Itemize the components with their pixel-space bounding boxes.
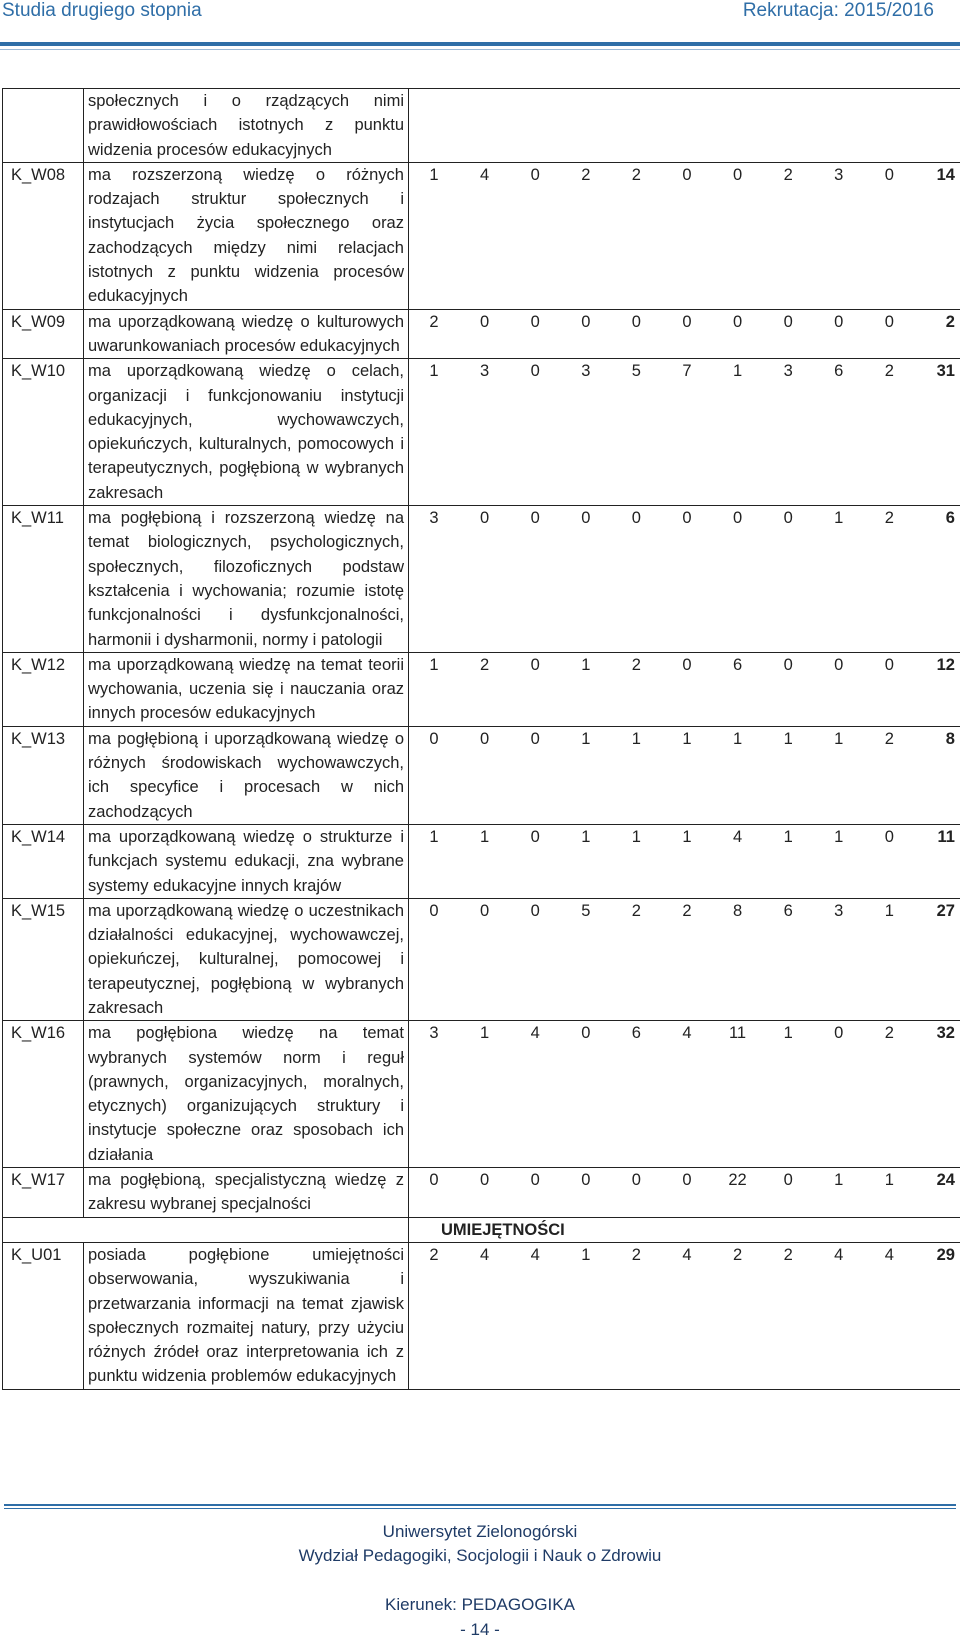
table-row <box>3 506 960 653</box>
footer-university: Uniwersytet Zielonogórski <box>382 1522 578 1541</box>
value-cell: 5 <box>581 901 591 920</box>
value-row <box>409 1168 960 1192</box>
value-cell: 0 <box>682 1171 692 1190</box>
value-cell: 1 <box>834 827 844 846</box>
table-row <box>3 726 960 824</box>
value-cell: 1 <box>581 729 591 748</box>
header-rule <box>0 42 960 46</box>
value-cell: 2 <box>480 655 490 674</box>
outcome-description: ma pogłębioną i uporządkowaną wiedzę o różnych środowiskach wychowawczych, ich specyfice i procesach w nich zachodzących <box>84 726 409 824</box>
value-cell: 1 <box>783 827 793 846</box>
outcome-description: ma uporządkowaną wiedzę o strukturze i funkcjach systemu edukacji, zna wybrane systemy edukacyjne innych krajów <box>84 824 409 898</box>
value-cell: 1 <box>732 362 743 381</box>
value-cell: 4 <box>682 1245 692 1264</box>
value-cell: 2 <box>783 165 793 184</box>
value-cell: 0 <box>530 312 540 331</box>
value-row <box>409 1021 960 1045</box>
value-cell: 3 <box>429 1024 439 1043</box>
section-spacer <box>3 1217 409 1242</box>
value-cell: 3 <box>429 509 439 528</box>
value-cell: 1 <box>581 655 591 674</box>
value-cell: 1 <box>429 655 439 674</box>
footer-direction: Kierunek: PEDAGOGIKA <box>385 1595 575 1614</box>
outcome-code: K_W10 <box>3 359 84 506</box>
value-cell: 0 <box>480 729 490 748</box>
table-row <box>3 359 960 506</box>
value-cell: 0 <box>581 509 591 528</box>
value-cell: 0 <box>530 901 540 920</box>
value-cell: 2 <box>682 901 692 920</box>
header-recruitment: Rekrutacja: 2015/2016 <box>742 0 934 21</box>
outcome-values <box>409 359 960 506</box>
value-cell: 1 <box>732 729 743 748</box>
value-cell: 0 <box>480 1171 490 1190</box>
value-cell: 0 <box>783 509 793 528</box>
value-cell: 0 <box>682 312 692 331</box>
page-number: - 14 - <box>460 1620 500 1639</box>
outcome-values <box>409 726 960 824</box>
value-cell: 4 <box>834 1245 844 1264</box>
outcome-code: K_W08 <box>3 162 84 309</box>
value-cell: 4 <box>530 1024 540 1043</box>
value-cell: 3 <box>480 362 490 381</box>
value-cell: 1 <box>682 729 692 748</box>
outcome-values <box>409 1242 960 1389</box>
outcome-description: ma pogłębioną i rozszerzoną wiedzę na temat biologicznych, psychologicznych, społecznych, filozoficznych podstaw kształcenia i wychowania; rozumie istotę funkcjonalności i dysfunkcjonalności, harmonii i dysharmonii, normy i patologii <box>84 506 409 653</box>
outcome-values <box>409 162 960 309</box>
value-cell: 1 <box>429 165 439 184</box>
value-cell: 0 <box>631 509 641 528</box>
outcome-description: ma uporządkowaną wiedzę na temat teorii wychowania, uczenia się i nauczania oraz innych procesów edukacyjnych <box>84 652 409 726</box>
table-row <box>3 898 960 1020</box>
value-cell: 2 <box>429 312 439 331</box>
value-cell: 2 <box>631 901 641 920</box>
value-cell: 0 <box>530 729 540 748</box>
outcome-values <box>409 824 960 898</box>
value-cell: 0 <box>834 312 844 331</box>
value-cell: 2 <box>884 729 894 748</box>
value-cell: 4 <box>530 1245 540 1264</box>
value-cell: 0 <box>732 165 743 184</box>
value-cell: 2 <box>884 362 894 381</box>
value-cell: 4 <box>732 827 743 846</box>
total-cell: 29 <box>936 1245 955 1264</box>
value-cell: 0 <box>682 509 692 528</box>
footer-rule <box>4 1504 956 1506</box>
section-heading: UMIEJĘTNOŚCI <box>409 1217 960 1242</box>
value-cell: 1 <box>631 729 641 748</box>
value-cell: 6 <box>783 901 793 920</box>
header-rule-thin <box>0 49 960 50</box>
outcome-description: ma pogłębiona wiedzę na temat wybranych systemów norm i reguł (prawnych, organizacyjnych, moralnych, etycznych) organizujących struktury i instytucje społeczne oraz sposobach ich działania <box>84 1021 409 1168</box>
value-cell: 3 <box>581 362 591 381</box>
value-cell: 6 <box>732 655 743 674</box>
outcome-description: posiada pogłębione umiejętności obserwowania, wyszukiwania i przetwarzania informacji na temat zjawisk społecznych rozmaitej natury, przy użyciu różnych źródeł oraz interpretowania ich z punktu widzenia problemów edukacyjnych <box>84 1242 409 1389</box>
table-row <box>3 1168 960 1218</box>
value-cell: 0 <box>429 901 439 920</box>
value-row <box>409 825 960 849</box>
outcome-code: K_W11 <box>3 506 84 653</box>
value-cell: 2 <box>884 1024 894 1043</box>
value-row <box>409 310 960 334</box>
value-row <box>409 1243 960 1267</box>
table-row <box>3 824 960 898</box>
value-cell: 0 <box>530 1171 540 1190</box>
value-cell: 0 <box>732 312 743 331</box>
outcome-values <box>409 506 960 653</box>
table-row <box>3 89 960 163</box>
table-row <box>3 652 960 726</box>
value-cell: 1 <box>884 901 894 920</box>
value-cell: 1 <box>581 1245 591 1264</box>
outcome-description: ma rozszerzoną wiedzę o różnych rodzajach struktur społecznych i instytucjach życia społecznego oraz zachodzących między nimi relacjach istotnych z punktu widzenia procesów edukacyjnych <box>84 162 409 309</box>
value-row <box>409 899 960 923</box>
value-cell: 0 <box>783 312 793 331</box>
value-cell: 22 <box>728 1171 747 1190</box>
outcome-values <box>409 898 960 1020</box>
value-cell: 2 <box>732 1245 743 1264</box>
outcome-code: K_W13 <box>3 726 84 824</box>
value-cell: 0 <box>682 165 692 184</box>
value-cell: 1 <box>884 1171 894 1190</box>
value-cell: 4 <box>480 165 490 184</box>
outcome-code: K_U01 <box>3 1242 84 1389</box>
value-cell: 0 <box>631 312 641 331</box>
footer-rule-thin <box>4 1508 956 1509</box>
value-cell: 2 <box>429 1245 439 1264</box>
outcome-description: społecznych i o rządzących nimi prawidłowościach istotnych z punktu widzenia procesów edukacyjnych <box>84 89 409 163</box>
outcome-description: ma pogłębioną, specjalistyczną wiedzę z zakresu wybranej specjalności <box>84 1168 409 1218</box>
value-cell: 2 <box>581 165 591 184</box>
value-cell: 0 <box>530 827 540 846</box>
value-cell: 2 <box>884 509 894 528</box>
value-cell: 0 <box>480 901 490 920</box>
outcome-code: K_W14 <box>3 824 84 898</box>
value-row <box>409 163 960 187</box>
value-cell: 1 <box>682 827 692 846</box>
value-cell: 6 <box>631 1024 641 1043</box>
outcome-description: ma uporządkowaną wiedzę o kulturowych uwarunkowaniach procesów edukacyjnych <box>84 309 409 359</box>
value-cell: 0 <box>530 165 540 184</box>
footer-faculty: Wydział Pedagogiki, Socjologii i Nauk o Zdrowiu <box>298 1546 662 1565</box>
value-cell: 0 <box>581 1024 591 1043</box>
value-cell: 1 <box>429 362 439 381</box>
outcome-code <box>3 89 84 163</box>
total-cell: 27 <box>936 901 955 920</box>
value-cell: 1 <box>783 1024 793 1043</box>
total-cell: 11 <box>937 827 955 846</box>
outcome-description: ma uporządkowaną wiedzę o celach, organizacji i funkcjonowaniu instytucji edukacyjnych, wychowawczych, opiekuńczych, kulturalnych, pomocowych i terapeutycznych, pogłębioną w wybranych zakresach <box>84 359 409 506</box>
value-cell: 1 <box>834 509 844 528</box>
page-header <box>0 0 960 54</box>
total-cell: 2 <box>945 312 955 331</box>
value-cell: 0 <box>834 1024 844 1043</box>
value-cell: 0 <box>834 655 844 674</box>
value-cell: 3 <box>834 165 844 184</box>
outcome-values <box>409 309 960 359</box>
value-cell: 0 <box>530 655 540 674</box>
value-cell: 0 <box>581 312 591 331</box>
outcome-values <box>409 1021 960 1168</box>
total-cell: 24 <box>936 1171 955 1190</box>
value-cell: 1 <box>631 827 641 846</box>
value-cell: 1 <box>834 1171 844 1190</box>
value-cell: 0 <box>884 312 894 331</box>
value-row <box>409 653 960 677</box>
header-program: Studia drugiego stopnia <box>2 0 202 21</box>
value-cell: 0 <box>884 827 894 846</box>
value-cell: 3 <box>834 901 844 920</box>
table-row <box>3 1021 960 1168</box>
outcome-code: K_W17 <box>3 1168 84 1218</box>
outcome-values <box>409 652 960 726</box>
value-cell: 0 <box>783 655 793 674</box>
outcome-code: K_W09 <box>3 309 84 359</box>
value-cell: 0 <box>530 509 540 528</box>
total-cell: 31 <box>936 362 955 381</box>
value-cell: 1 <box>480 827 490 846</box>
value-cell: 0 <box>783 1171 793 1190</box>
value-cell: 11 <box>728 1024 747 1043</box>
outcome-code: K_W15 <box>3 898 84 1020</box>
value-cell: 0 <box>884 655 894 674</box>
outcome-description: ma uporządkowaną wiedzę o uczestnikach działalności edukacyjnej, wychowawczej, opiekuńczej, kulturalnej, pomocowej i terapeutycznej, pogłębioną w wybranych zakresach <box>84 898 409 1020</box>
value-cell: 2 <box>783 1245 793 1264</box>
total-cell: 6 <box>945 509 955 528</box>
value-cell: 1 <box>429 827 439 846</box>
value-cell: 7 <box>682 362 692 381</box>
section-row <box>3 1217 960 1242</box>
value-cell: 0 <box>884 165 894 184</box>
total-cell: 8 <box>945 729 955 748</box>
table-row <box>3 1242 960 1389</box>
value-cell: 3 <box>783 362 793 381</box>
outcome-code: K_W16 <box>3 1021 84 1168</box>
total-cell: 32 <box>936 1024 955 1043</box>
value-cell: 0 <box>581 1171 591 1190</box>
outcome-code: K_W12 <box>3 652 84 726</box>
table-row <box>3 309 960 359</box>
value-row <box>409 359 960 383</box>
value-cell: 1 <box>834 729 844 748</box>
value-cell: 6 <box>834 362 844 381</box>
value-cell: 2 <box>631 1245 641 1264</box>
outcome-values <box>409 89 960 163</box>
value-cell: 1 <box>480 1024 490 1043</box>
value-cell: 0 <box>631 1171 641 1190</box>
value-cell: 4 <box>884 1245 894 1264</box>
learning-outcomes-table <box>2 88 960 1390</box>
value-cell: 4 <box>682 1024 692 1043</box>
value-cell: 2 <box>631 165 641 184</box>
value-cell: 0 <box>530 362 540 381</box>
value-cell: 1 <box>581 827 591 846</box>
value-cell: 4 <box>480 1245 490 1264</box>
value-cell: 0 <box>429 1171 439 1190</box>
value-cell: 0 <box>732 509 743 528</box>
value-cell: 8 <box>732 901 743 920</box>
value-cell: 5 <box>631 362 641 381</box>
value-cell: 0 <box>429 729 439 748</box>
value-cell: 0 <box>480 312 490 331</box>
value-cell: 0 <box>682 655 692 674</box>
value-cell: 0 <box>480 509 490 528</box>
total-cell: 12 <box>936 655 955 674</box>
table-row <box>3 162 960 309</box>
value-cell: 1 <box>783 729 793 748</box>
value-cell: 2 <box>631 655 641 674</box>
value-row <box>409 727 960 751</box>
outcome-values <box>409 1168 960 1218</box>
value-row <box>409 506 960 530</box>
total-cell: 14 <box>936 165 955 184</box>
